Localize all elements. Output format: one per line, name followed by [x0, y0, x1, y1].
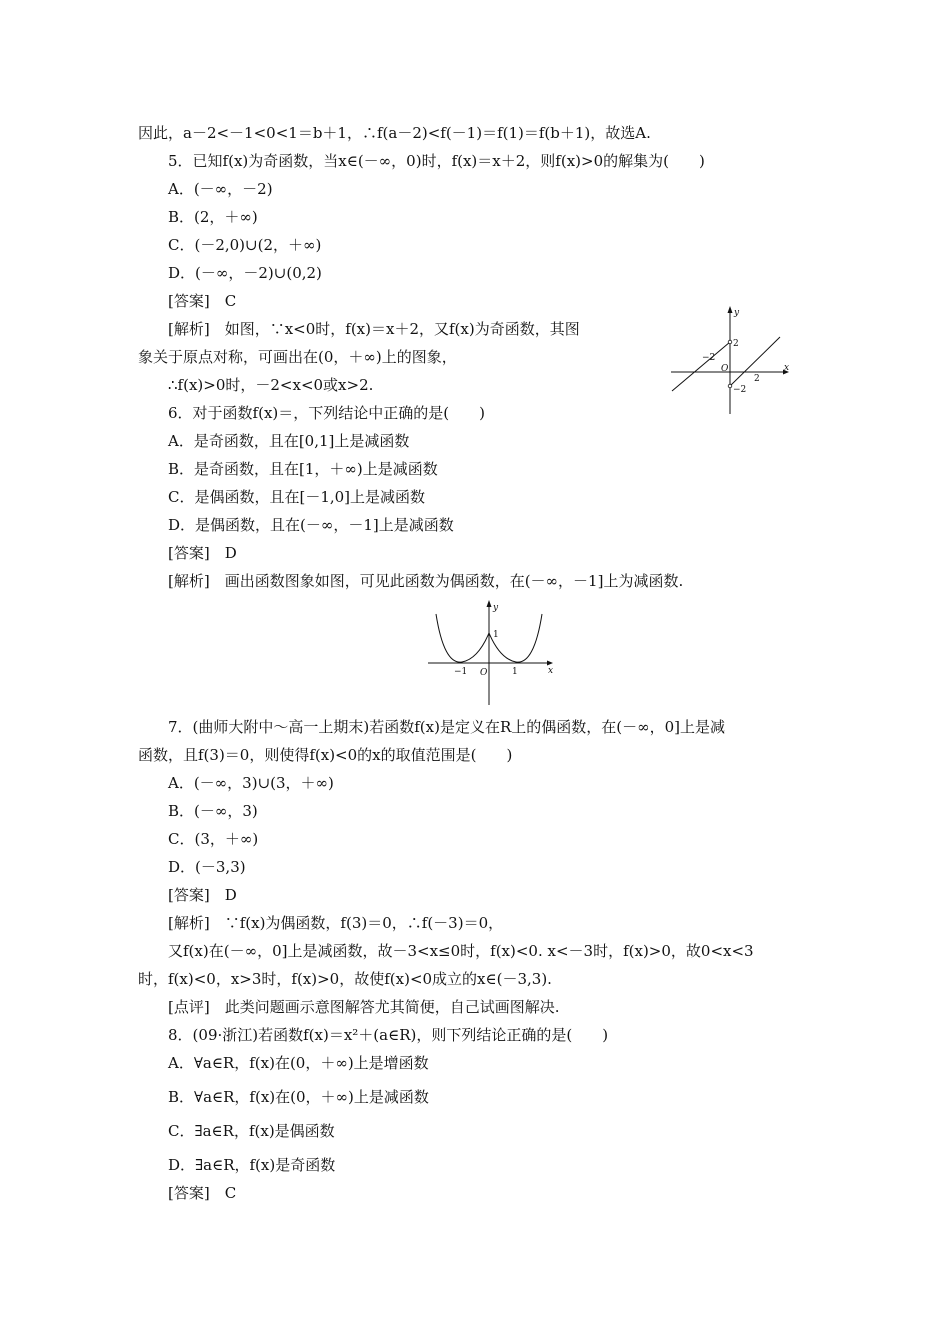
option-a: A．∀a∈R，f(x)在(0，＋∞)上是增函数: [168, 1054, 429, 1072]
origin-label: O: [480, 668, 488, 678]
option-c: C．(3，＋∞): [168, 830, 259, 848]
option-d: D．(－∞，－2)∪(0,2): [168, 264, 322, 282]
analysis-line: 象关于原点对称，可画出在(0，＋∞)上的图象，: [138, 348, 457, 366]
question-7-cont: 函数，且f(3)＝0，则使得f(x)<0的x的取值范围是( ): [138, 746, 513, 764]
open-point-top: [728, 340, 732, 344]
answer-line: [答案] C: [168, 292, 237, 310]
text-line: 因此，a－2<－1<0<1＝b＋1，∴f(a－2)<f(－1)＝f(1)＝f(b＋1)，故选A.: [138, 124, 651, 142]
tick-label: −1: [454, 667, 468, 677]
tick-label: 1: [512, 667, 518, 677]
x-axis-arrow: [547, 661, 553, 666]
curve-left: [436, 614, 489, 662]
origin-label: O: [721, 364, 729, 374]
y-axis-arrow: [487, 600, 492, 607]
option-b: B．∀a∈R，f(x)在(0，＋∞)上是减函数: [168, 1088, 429, 1106]
analysis-line: [解析] 画出函数图象如图，可见此函数为偶函数，在(－∞，－1]上为减函数.: [168, 572, 684, 590]
analysis-line: ∴f(x)>0时，－2<x<0或x>2.: [168, 376, 374, 394]
analysis-line: [解析] ∵f(x)为偶函数，f(3)＝0，∴f(－3)＝0，: [168, 914, 504, 932]
option-d: D．(－3,3): [168, 858, 246, 876]
option-c: C．是偶函数，且在[－1,0]上是减函数: [168, 488, 426, 506]
y-label: y: [734, 308, 740, 318]
tick-label: 2: [754, 374, 760, 384]
comment-line: [点评] 此类问题画示意图解答尤其简便，自己试画图解决.: [168, 998, 560, 1016]
analysis-line: 时，f(x)<0，x>3时，f(x)>0，故使f(x)<0成立的x∈(－3,3).: [138, 970, 552, 988]
option-a: A．(－∞，－2): [168, 180, 273, 198]
option-d: D．是偶函数，且在(－∞，－1]上是减函数: [168, 516, 454, 534]
option-b: B．是奇函数，且在[1，＋∞)上是减函数: [168, 460, 438, 478]
option-a: A．是奇函数，且在[0,1]上是减函数: [168, 432, 410, 450]
answer-line: [答案] C: [168, 1184, 237, 1202]
y-label: y: [493, 603, 499, 613]
y-axis-arrow: [728, 306, 733, 313]
tick-label: 2: [733, 339, 739, 349]
question-5: 5．已知f(x)为奇函数，当x∈(－∞，0)时，f(x)＝x＋2，则f(x)>0的解集为( ): [168, 152, 705, 170]
option-a: A．(－∞，3)∪(3，＋∞): [168, 774, 334, 792]
x-label: x: [784, 363, 790, 373]
answer-line: [答案] D: [168, 544, 237, 562]
tick-label: 1: [493, 630, 499, 640]
figure-odd-function-graph: [668, 304, 794, 416]
option-b: B．(2，＋∞): [168, 208, 258, 226]
answer-line: [答案] D: [168, 886, 237, 904]
option-c: C．(－2,0)∪(2，＋∞): [168, 236, 322, 254]
option-c: C．∃a∈R，f(x)是偶函数: [168, 1122, 335, 1140]
question-7: 7．(曲师大附中～高一上期末)若函数f(x)是定义在R上的偶函数，在(－∞，0]上是减: [168, 718, 726, 736]
x-label: x: [548, 666, 554, 676]
question-6: 6．对于函数f(x)＝，下列结论中正确的是( ): [168, 404, 485, 422]
tick-label: −2: [733, 385, 747, 395]
analysis-line: 又f(x)在(－∞，0]上是减函数，故－3<x≤0时，f(x)<0. x<－3时，f(x)>0，故0<x<3: [168, 942, 754, 960]
tick-label: −2: [702, 353, 716, 363]
open-point-bottom: [728, 384, 732, 388]
option-d: D．∃a∈R，f(x)是奇函数: [168, 1156, 336, 1174]
question-8: 8．(09·浙江)若函数f(x)＝x²＋(a∈R)，则下列结论正确的是( ): [168, 1026, 609, 1044]
figure-even-function-graph: [426, 597, 560, 707]
option-b: B．(－∞，3): [168, 802, 258, 820]
analysis-line: [解析] 如图，∵x<0时，f(x)＝x＋2，又f(x)为奇函数，其图: [168, 320, 580, 338]
